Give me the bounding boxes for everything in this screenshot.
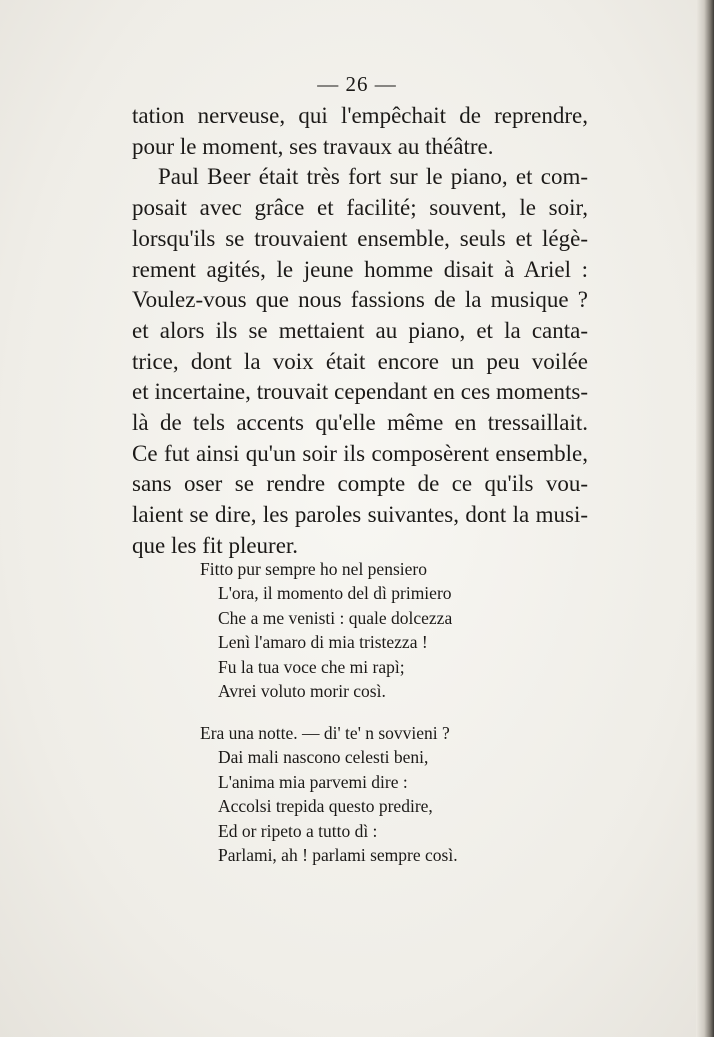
prose-paragraphs: [132, 101, 588, 562]
prose-line: là de tels accents qu'elle même en tressaillait.: [132, 410, 588, 436]
poem-stanza-1: [200, 557, 530, 703]
verse-line: Parlami, ah ! parlami sempre così.: [218, 845, 458, 866]
verse-line: L'ora, il momento del dì primiero: [218, 583, 452, 604]
verse-line: Fitto pur sempre ho nel pensiero: [200, 559, 427, 579]
prose-line: Paul Beer était très fort sur le piano, et com-: [158, 164, 588, 190]
verse-line: L'anima mia parvemi dire :: [218, 771, 408, 792]
verse-line: Era una notte. — di' te' n sovvieni ?: [200, 723, 450, 743]
prose-line: tation nerveuse, qui l'empêchait de reprendre,: [132, 103, 588, 128]
verse-line: Lenì l'amaro di mia tristezza !: [218, 632, 428, 653]
page-number: — 26 —: [317, 72, 397, 96]
verse-line: Che a me venisti : quale dolcezza: [218, 607, 453, 628]
verse-line: Avrei voluto morir così.: [218, 681, 386, 702]
page-binding-edge: [696, 0, 714, 1037]
prose-line: rement agités, le jeune homme disait à Ariel :: [132, 256, 588, 282]
prose-line: posait avec grâce et facilité; souvent, le soir,: [132, 195, 588, 221]
prose-line: sans oser se rendre compte de ce qu'ils vou-: [132, 471, 588, 497]
poem-stanza-2: [200, 721, 530, 867]
prose-line: et incertaine, trouvait cependant en ces moments-: [132, 379, 588, 405]
prose-line: laient se dire, les paroles suivantes, dont la musi-: [132, 502, 588, 528]
verse-line: Dai mali nascono celesti beni,: [218, 747, 429, 768]
prose-line: trice, dont la voix était encore un peu voilée: [132, 348, 588, 374]
prose-line: lorsqu'ils se trouvaient ensemble, seuls et légè-: [132, 225, 588, 251]
prose-line: et alors ils se mettaient au piano, et la canta-: [132, 317, 588, 343]
prose-line: pour le moment, ses travaux au théâtre.: [132, 133, 494, 159]
verse-line: Ed or ripeto a tutto dì :: [218, 820, 378, 841]
verse-line: Accolsi trepida questo predire,: [218, 796, 433, 817]
prose-line: que les fit pleurer.: [132, 532, 299, 558]
prose-line: Ce fut ainsi qu'un soir ils composèrent ensemble,: [132, 440, 588, 466]
prose-line: Voulez-vous que nous fassions de la musique ?: [132, 287, 588, 313]
verse-line: Fu la tua voce che mi rapì;: [218, 656, 405, 677]
